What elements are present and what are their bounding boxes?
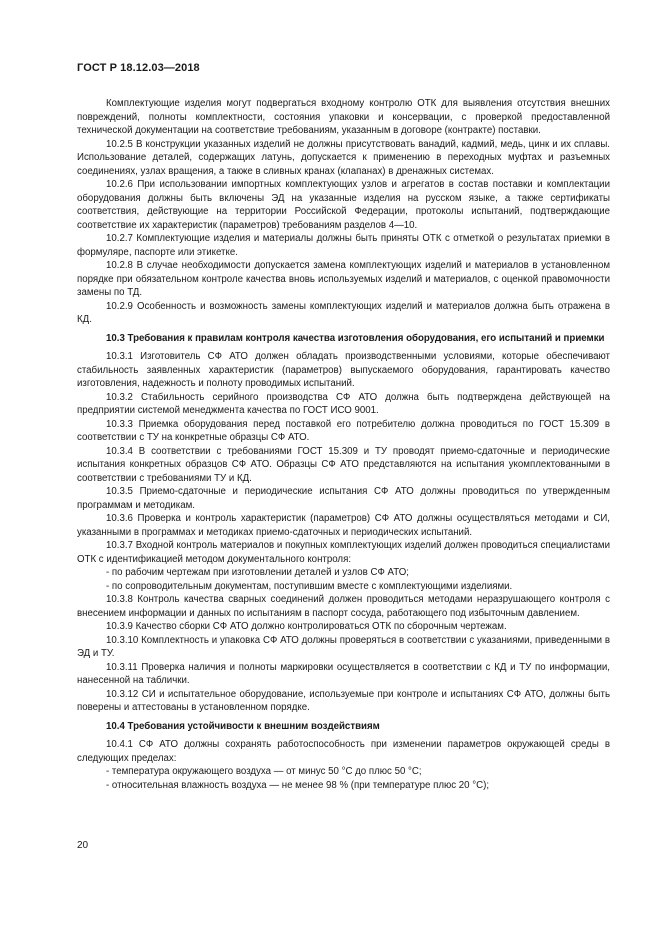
paragraph: 10.3.6 Проверка и контроль характеристик (параметров) СФ АТО должны осуществляться методами и СИ, указанными в программах и методиках приемо-сдаточных и периодических испытаний. [77, 513, 610, 538]
paragraph: 10.3.9 Качество сборки СФ АТО должно контролироваться ОТК по сборочным чертежам. [106, 621, 507, 632]
page-number: 20 [77, 840, 89, 851]
paragraph: 10.2.5 В конструкции указанных изделий не должны присутствовать ванадий, кадмий, медь, цинк и их сплавы. Использование деталей, содержащих латунь, допускается к применению в переходных муфтах и разъемных соединениях, узлах вращения, а также в сливных кранах (клапанах) в дренажных системах. [77, 138, 610, 177]
paragraph: 10.2.8 В случае необходимости допускается замена комплектующих изделий и материалов в установленном порядке при обязательном контроле качества вновь используемых изделий и материалов, с оценкой правомочности замены по ТД. [77, 260, 610, 298]
paragraph: 10.3.12 СИ и испытательное оборудование, используемые при контроле и испытаниях СФ АТО, должны быть поверены и аттестованы в установленном порядке. [77, 688, 610, 713]
document-body [77, 97, 610, 792]
paragraph: 10.3.8 Контроль качества сварных соединений должен проводиться методами неразрушающего контроля с внесением информации и данных по испытаниям в паспорт сосуда, работающего под избыточным давлением. [77, 594, 610, 619]
list-item: - по рабочим чертежам при изготовлении деталей и узлов СФ АТО; [106, 567, 409, 578]
paragraph: Комплектующие изделия могут подвергаться входному контролю ОТК для выявления отсутствия внешних повреждений, полноты комплектности, состояния упаковки и консервации, с проверкой предоставленной технической документации на соответствие требованиям, указанным в договоре (контракте) поставки. [77, 98, 610, 136]
paragraph: 10.4.1 СФ АТО должны сохранять работоспособность при изменении параметров окружающей среды в следующих пределах: [77, 739, 610, 764]
list-item: - температура окружающего воздуха — от минус 50 °С до плюс 50 °С; [106, 766, 422, 777]
paragraph: 10.3.10 Комплектность и упаковка СФ АТО должны проверяться в соответствии с указаниями, приведенными в ЭД и ТУ. [77, 634, 610, 659]
paragraph: 10.3.5 Приемо-сдаточные и периодические испытания СФ АТО должны проводиться по утвержденным программам и методикам. [77, 486, 610, 511]
paragraph: 10.3.1 Изготовитель СФ АТО должен обладать производственными условиями, которые обеспечивают стабильность заявленных характеристик (параметров) выпускаемого оборудования, гарантировать качество изготовления, надежность и полноту проводимых испытаний. [77, 351, 610, 389]
paragraph: 10.3.7 Входной контроль материалов и покупных комплектующих изделий должен проводиться специалистами ОТК с идентификацией методом документального контроля: [77, 540, 610, 565]
paragraph: 10.3.2 Стабильность серийного производства СФ АТО должна быть подтверждена действующей на предприятии системой менеджмента качества по ГОСТ ИСО 9001. [77, 391, 610, 416]
section-heading: 10.4 Требования устойчивости к внешним воздействиям [106, 720, 380, 732]
paragraph: 10.3.4 В соответствии с требованиями ГОСТ 15.309 и ТУ проводят приемо-сдаточные и периодические испытания конкретных образцов СФ АТО. Образцы СФ АТО представляются на испытания укомплектованными в соответствии с требованиями ТУ и КД. [77, 445, 610, 484]
list-item: - по сопроводительным документам, поступившим вместе с комплектующими изделиями. [106, 580, 513, 592]
paragraph: 10.2.7 Комплектующие изделия и материалы должны быть приняты ОТК с отметкой о результатах приемки в формуляре, паспорте или этикетке. [77, 233, 610, 258]
paragraph: 10.3.3 Приемка оборудования перед поставкой его потребителю должна проводиться по ГОСТ 15.309 в соответствии с ТУ на конкретные образцы СФ АТО. [77, 418, 610, 443]
section-heading: 10.3 Требования к правилам контроля качества изготовления оборудования, его испытаний и приемки [106, 332, 605, 344]
paragraph: 10.2.9 Особенность и возможность замены комплектующих изделий и материалов должна быть отражена в КД. [77, 300, 610, 325]
list-item: - относительная влажность воздуха — не менее 98 % (при температуре плюс 20 °С); [106, 779, 490, 791]
document-header: ГОСТ Р 18.12.03—2018 [77, 62, 200, 74]
paragraph: 10.3.11 Проверка наличия и полноты маркировки осуществляется в соответствии с КД и ТУ по информации, нанесенной на таблички. [77, 661, 610, 686]
paragraph: 10.2.6 При использовании импортных комплектующих узлов и агрегатов в состав поставки и комплектации оборудования должны быть включены ЭД на указанные изделия на русском языке, а также сертификаты соответствия, действующие на территории Российской Федерации, протоколы испытаний, подтверждающие соответствие их характеристик (параметров) требованиям разделов 4—10. [77, 179, 610, 231]
